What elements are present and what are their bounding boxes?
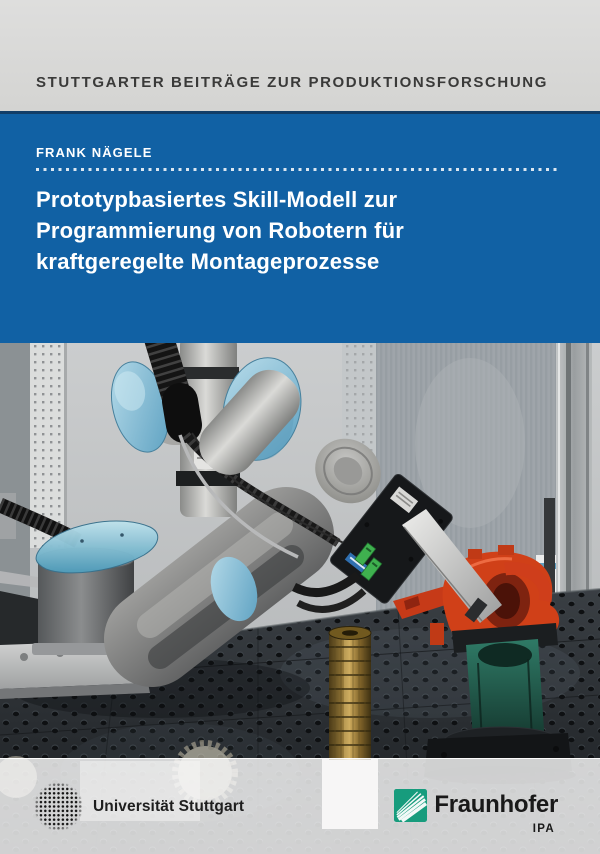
- university-label: Universität Stuttgart: [93, 797, 245, 815]
- series-title: STUTTGARTER BEITRÄGE ZUR PRODUKTIONSFORSCHUNG: [36, 74, 548, 91]
- cover-photo: [0, 343, 600, 854]
- series-header: [0, 0, 600, 111]
- fraunhofer-stripe-logo: [394, 789, 427, 822]
- title-line-1: Prototypbasiertes Skill-Modell zur: [36, 187, 398, 212]
- university-logo-block: [34, 781, 244, 832]
- fraunhofer-institute-label: IPA: [532, 822, 555, 835]
- title-line-2: Programmierung von Robotern für: [36, 218, 404, 243]
- title-band: [0, 114, 600, 343]
- dotted-divider: [36, 168, 558, 171]
- fraunhofer-logo-block: [394, 789, 558, 835]
- uni-stuttgart-dot-circle-logo: [34, 781, 83, 832]
- author-name: FRANK NÄGELE: [36, 145, 153, 160]
- fraunhofer-label: Fraunhofer: [434, 790, 558, 818]
- logo-band: [0, 758, 600, 854]
- title-line-3: kraftgeregelte Montageprozesse: [36, 249, 380, 274]
- book-title: [36, 184, 564, 277]
